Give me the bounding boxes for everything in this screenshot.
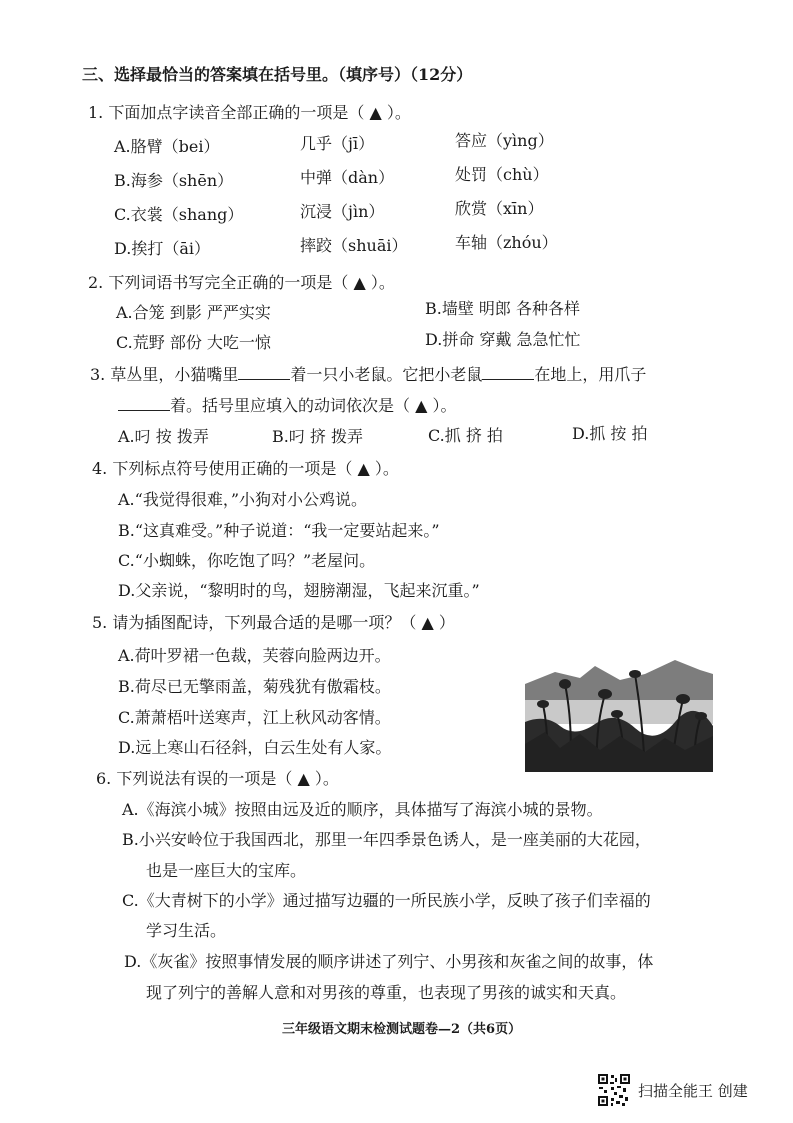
- question-3-line-2: [118, 393, 456, 416]
- q3-blank-3: [118, 396, 170, 411]
- q6-option-b-line-2: 也是一座巨大的宝库。: [146, 861, 307, 880]
- q4-option-b: B.“这真难受。”种子说道：“我一定要站起来。”: [118, 521, 440, 540]
- q3-text-part-3: 在地上，用爪子: [534, 365, 647, 384]
- q2-option-d: D.拼命 穿戴 急急忙忙: [425, 330, 581, 349]
- q4-option-a: A.“我觉得很难，”小狗对小公鸡说。: [118, 490, 368, 509]
- q6-option-c-line-1: C.《大青树下的小学》通过描写边疆的一所民族小学，反映了孩子们幸福的: [122, 891, 651, 910]
- q6-option-a: A.《海滨小城》按照由远及近的顺序，具体描写了海滨小城的景物。: [122, 800, 603, 819]
- question-6-stem: 6. 下列说法有误的一项是（ ▲ ）。: [96, 769, 339, 788]
- q3-blank-2: [482, 365, 534, 380]
- q6-option-b-line-1: B.小兴安岭位于我国西北，那里一年四季景色诱人，是一座美丽的大花园，: [122, 830, 651, 849]
- section-title: 三、选择最恰当的答案填在括号里。（填序号）（12分）: [82, 65, 473, 84]
- q6-option-c-line-2: 学习生活。: [146, 921, 227, 940]
- question-5-stem: 5. 请为插图配诗，下列最合适的是哪一项？（ ▲ ）: [92, 613, 455, 632]
- page-footer: 三年级语文期末检测试题卷—2（共6页）: [282, 1022, 522, 1037]
- q4-option-c: C.“小蜘蛛，你吃饱了吗？”老屋问。: [118, 551, 376, 570]
- q1-row-b-2: 中弹（dàn）: [300, 168, 395, 187]
- q6-option-d-line-2: 现了列宁的善解人意和对男孩的尊重，也表现了男孩的诚实和天真。: [146, 983, 627, 1002]
- q2-option-b: B.墙壁 明郎 各种各样: [425, 299, 581, 318]
- q1-row-b-1: B.海参（shēn）: [114, 171, 234, 190]
- question-4-stem: 4. 下列标点符号使用正确的一项是（ ▲ ）。: [92, 459, 399, 478]
- question-1-stem: 1. 下面加点字读音全部正确的一项是（ ▲ ）。: [88, 103, 411, 122]
- q5-option-c: C.萧萧梧叶送寒声，江上秋风动客情。: [118, 708, 391, 727]
- q1-row-d-1: D.挨打（āi）: [114, 239, 211, 258]
- q3-text-part-1: 3. 草丛里，小猫嘴里: [90, 365, 239, 384]
- q3-text-part-4: 着。括号里应填入的动词依次是（ ▲ ）。: [170, 396, 457, 415]
- q3-text-part-2: 着一只小老鼠。它把小老鼠: [290, 365, 483, 384]
- scanner-brand-watermark: 扫描全能王 创建: [638, 1082, 748, 1100]
- q5-option-d: D.远上寒山石径斜，白云生处有人家。: [118, 738, 392, 757]
- q2-option-a: A.合笼 到影 严严实实: [116, 303, 271, 322]
- question-3-line-1: [90, 362, 646, 385]
- q1-row-b-3: 处罚（chù）: [455, 165, 549, 184]
- q1-row-d-2: 摔跤（shuāi）: [300, 236, 408, 255]
- q5-option-a: A.荷叶罗裙一色裁，芙蓉向脸两边开。: [118, 646, 391, 665]
- q1-row-c-3: 欣赏（xīn）: [455, 199, 544, 218]
- q5-option-b: B.荷尽已无擎雨盖，菊残犹有傲霜枝。: [118, 677, 391, 696]
- q6-option-d-line-1: D.《灰雀》按照事情发展的顺序讲述了列宁、小男孩和灰雀之间的故事，体: [124, 952, 654, 971]
- q1-row-c-1: C.衣裳（shang）: [114, 205, 244, 224]
- q1-row-a-1: A.胳臂（bei）: [114, 137, 220, 156]
- q1-row-c-2: 沉浸（jìn）: [300, 202, 385, 221]
- question-2-stem: 2. 下列词语书写完全正确的一项是（ ▲ ）。: [88, 273, 395, 292]
- q3-option-a: A.叼 按 拨弄: [118, 427, 209, 446]
- qr-code-icon: [597, 1073, 631, 1107]
- q3-option-d: D.抓 按 拍: [572, 424, 648, 443]
- lotus-pond-illustration: [525, 644, 713, 772]
- q3-blank-1: [238, 365, 290, 380]
- q4-option-d: D.父亲说，“黎明时的鸟，翅膀潮湿，飞起来沉重。”: [118, 581, 480, 600]
- q3-option-b: B.叼 挤 拨弄: [272, 427, 364, 446]
- q1-row-a-2: 几乎（jī）: [300, 134, 375, 153]
- q2-option-c: C.荒野 部份 大吃一惊: [116, 333, 271, 352]
- q1-row-a-3: 答应（yìng）: [455, 131, 554, 150]
- q3-option-c: C.抓 挤 拍: [428, 426, 503, 445]
- q1-row-d-3: 车轴（zhóu）: [455, 233, 558, 252]
